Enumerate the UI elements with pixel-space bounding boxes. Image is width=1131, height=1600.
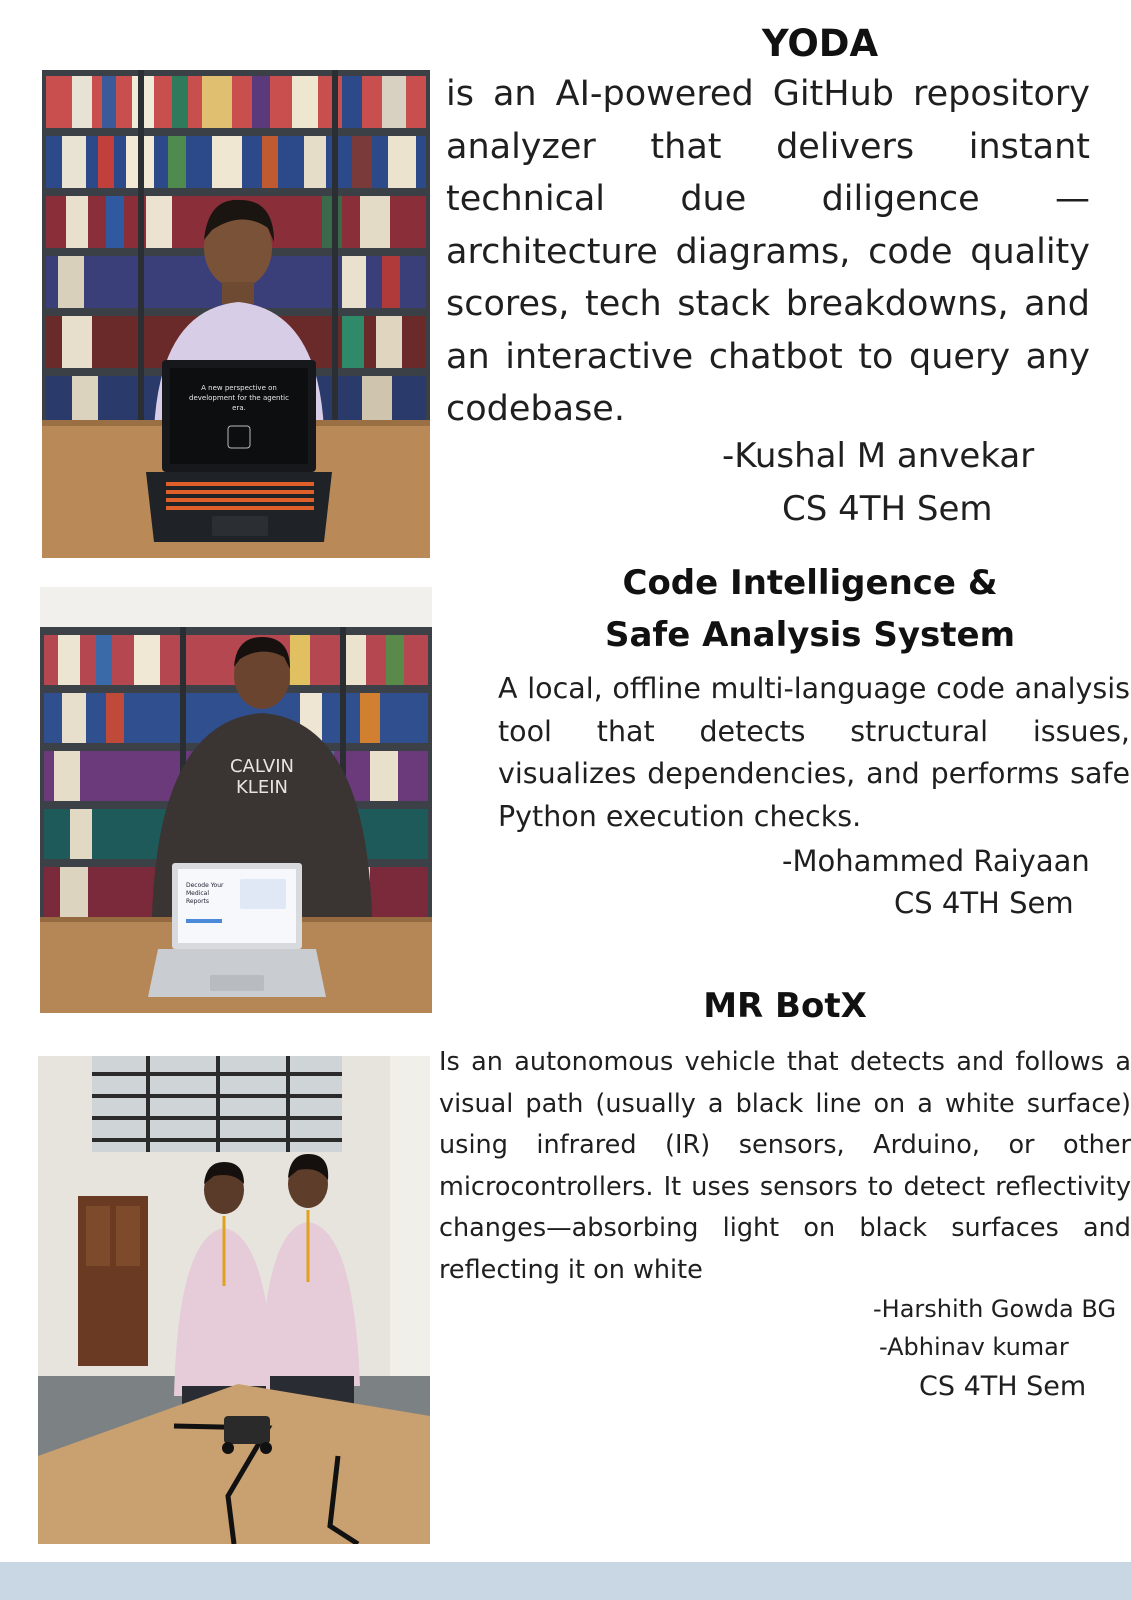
- project-author-code-intelligence: -Mohammed Raiyaan: [782, 844, 1090, 878]
- project-semester-mr-botx: CS 4TH Sem: [919, 1371, 1087, 1402]
- project-description-mr-botx: Is an autonomous vehicle that detects and follows a visual path (usually a black line on a white surface) using infrared (IR) sensors, Arduino, or other microcontrollers. It uses sensors to detect reflectivity changes—absorbing light on black surfaces and reflecting it on white: [439, 1047, 1131, 1285]
- project-description-yoda: is an AI-powered GitHub repository analyzer that delivers instant technical due diligence — architecture diagrams, code quality scores, tech stack breakdowns, and an interactive chatbot to query any codebase.: [446, 74, 1090, 429]
- footer-band: [0, 1562, 1131, 1600]
- project-title-yoda: YODA: [761, 22, 879, 65]
- svg-text:Decode Your: Decode Your: [186, 882, 224, 889]
- project-semester-yoda: CS 4TH Sem: [782, 489, 993, 529]
- project-author-mr-botx-2: -Abhinav kumar: [879, 1333, 1069, 1361]
- project-title-code-intelligence-line2: Safe Analysis System: [605, 615, 1015, 655]
- project-photo-code-intelligence: [40, 587, 432, 1013]
- svg-text:A new perspective on: A new perspective on: [201, 384, 277, 392]
- svg-text:Medical: Medical: [186, 890, 209, 897]
- project-title-mr-botx: MR BotX: [703, 986, 867, 1026]
- project-author-yoda: -Kushal M anvekar: [722, 436, 1035, 476]
- project-author-mr-botx-1: -Harshith Gowda BG: [873, 1295, 1117, 1323]
- svg-text:KLEIN: KLEIN: [236, 777, 288, 798]
- svg-text:development for the agentic: development for the agentic: [189, 394, 289, 402]
- project-title-code-intelligence-line1: Code Intelligence &: [622, 563, 998, 603]
- project-description-code-intelligence: A local, offline multi-language code analysis tool that detects structural issues, visualizes dependencies, and performs safe Python execution checks.: [498, 672, 1130, 833]
- project-photo-mr-botx: [38, 1056, 430, 1544]
- svg-text:CALVIN: CALVIN: [229, 756, 295, 777]
- project-photo-yoda: [42, 70, 430, 558]
- svg-text:era.: era.: [232, 404, 246, 412]
- project-semester-code-intelligence: CS 4TH Sem: [894, 886, 1074, 920]
- svg-text:Reports: Reports: [186, 898, 210, 905]
